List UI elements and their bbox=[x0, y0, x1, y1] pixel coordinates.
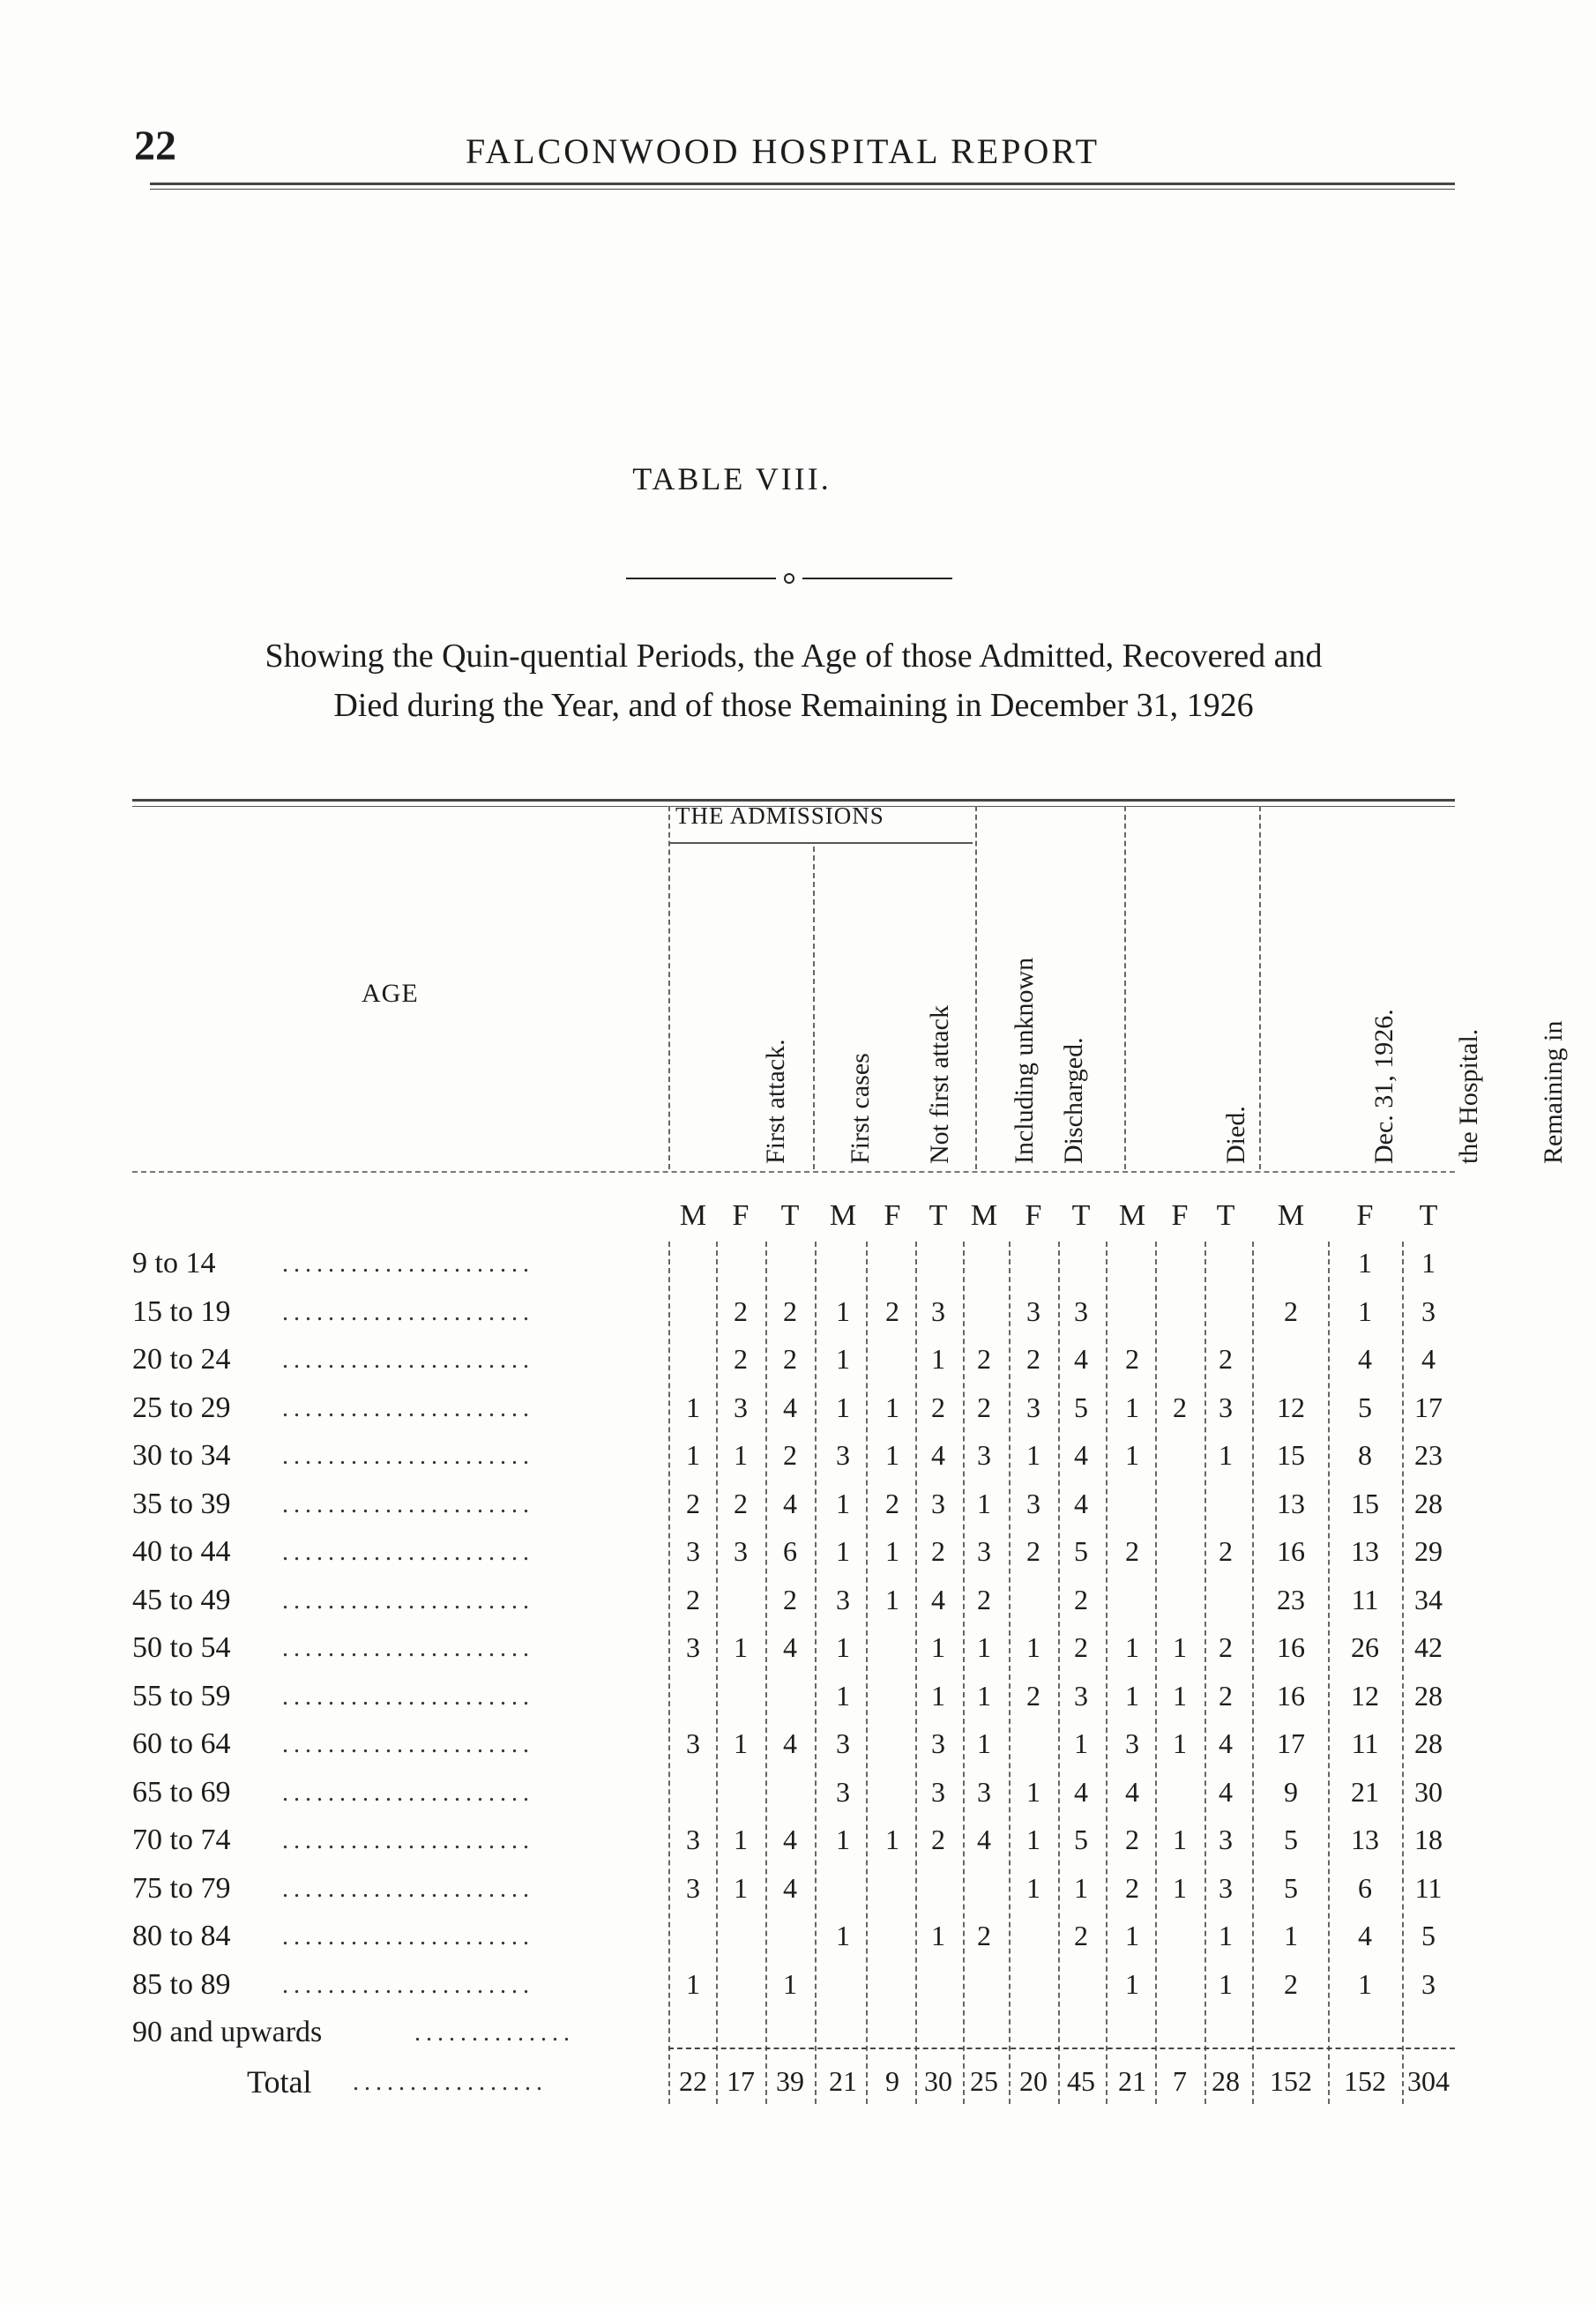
table-cell: 2 bbox=[1026, 1679, 1040, 1712]
table-cell: 1 bbox=[836, 1920, 850, 1951]
age-label: 35 to 39 bbox=[132, 1487, 231, 1520]
age-label: 65 to 69 bbox=[132, 1775, 231, 1809]
table-cell: 1 bbox=[885, 1391, 899, 1423]
total-cell: 39 bbox=[776, 2065, 804, 2097]
table-cell: 8 bbox=[1358, 1439, 1372, 1471]
leader-dots: ...................... bbox=[282, 1250, 534, 1278]
total-cell: 21 bbox=[829, 2065, 857, 2097]
table-cell: 4 bbox=[783, 1391, 797, 1423]
table-cell: 1 bbox=[1358, 1294, 1372, 1327]
table-cell: 11 bbox=[1351, 1583, 1379, 1615]
table-cell: 3 bbox=[1421, 1967, 1436, 2000]
table-cell: 28 bbox=[1414, 1679, 1443, 1712]
table-cell: 3 bbox=[977, 1775, 991, 1808]
table-cell: 3 bbox=[977, 1535, 991, 1567]
leader-dots: .............. bbox=[414, 2019, 575, 2047]
table-cell: 1 bbox=[931, 1343, 945, 1375]
sub-col-header: M bbox=[1277, 1199, 1305, 1232]
leader-dots: ...................... bbox=[282, 1731, 534, 1758]
table-cell: 2 bbox=[1074, 1631, 1088, 1663]
table-cell: 17 bbox=[1277, 1727, 1305, 1759]
table-cell: 13 bbox=[1277, 1487, 1305, 1519]
table-cell: 1 bbox=[734, 1871, 748, 1904]
total-cell: 304 bbox=[1407, 2065, 1450, 2097]
leader-dots: ...................... bbox=[282, 1779, 534, 1807]
leader-dots: ...................... bbox=[282, 1682, 534, 1711]
sub-col-header: M bbox=[679, 1199, 707, 1232]
total-cell: 152 bbox=[1344, 2065, 1386, 2097]
table-cell: 1 bbox=[977, 1679, 991, 1712]
table-cell: 3 bbox=[931, 1487, 945, 1519]
table-cell: 2 bbox=[783, 1583, 797, 1615]
leader-dots: ...................... bbox=[282, 1394, 534, 1422]
table-cell: 11 bbox=[1351, 1727, 1379, 1759]
table-cell: 42 bbox=[1414, 1631, 1443, 1663]
table-cell: 28 bbox=[1414, 1487, 1443, 1519]
table-cell: 3 bbox=[1074, 1679, 1088, 1712]
table-cell: 1 bbox=[734, 1824, 748, 1855]
table-cell: 1 bbox=[686, 1391, 700, 1423]
col-header-died bbox=[1166, 1106, 1279, 1164]
table-cell: 1 bbox=[1026, 1824, 1040, 1855]
table-cell: 1 bbox=[1125, 1679, 1139, 1712]
age-label: 55 to 59 bbox=[132, 1679, 231, 1712]
table-cell: 1 bbox=[1173, 1871, 1187, 1904]
table-cell: 1 bbox=[931, 1631, 945, 1663]
table-cell: 3 bbox=[1026, 1391, 1040, 1423]
table-cell: 2 bbox=[783, 1294, 797, 1327]
leader-dots: ...................... bbox=[282, 1346, 534, 1374]
sub-col-header: T bbox=[929, 1199, 948, 1232]
table-cell: 16 bbox=[1277, 1679, 1305, 1712]
table-cell: 2 bbox=[1219, 1343, 1233, 1375]
table-cell: 4 bbox=[1358, 1920, 1372, 1951]
sub-col-header: T bbox=[1071, 1199, 1091, 1232]
table-cell: 4 bbox=[931, 1439, 945, 1471]
table-cell: 16 bbox=[1277, 1631, 1305, 1663]
col-header-text: First cases bbox=[846, 1053, 875, 1164]
age-label: 50 to 54 bbox=[132, 1631, 231, 1664]
table-cell: 1 bbox=[1125, 1391, 1139, 1423]
caption-line-2: Died during the Year, and of those Remaining in December 31, 1926 bbox=[333, 687, 1254, 724]
table-cell: 2 bbox=[885, 1487, 899, 1519]
table-cell: 3 bbox=[1026, 1487, 1040, 1519]
leader-dots: ................. bbox=[353, 2069, 548, 2096]
table-cell: 3 bbox=[836, 1439, 850, 1471]
table-cell: 3 bbox=[686, 1727, 700, 1759]
table-cell: 1 bbox=[1125, 1920, 1139, 1951]
table-cell: 1 bbox=[734, 1727, 748, 1759]
table-cell: 5 bbox=[1284, 1824, 1298, 1855]
total-separator bbox=[668, 2048, 1455, 2049]
table-cell: 3 bbox=[1074, 1294, 1088, 1327]
table-cell: 1 bbox=[836, 1679, 850, 1712]
leader-dots: ...................... bbox=[282, 1827, 534, 1854]
table-cell: 1 bbox=[885, 1583, 899, 1615]
table-cell: 3 bbox=[686, 1871, 700, 1904]
table-cell: 2 bbox=[734, 1343, 748, 1375]
header-divider bbox=[1124, 806, 1126, 1169]
table-cell: 3 bbox=[977, 1439, 991, 1471]
table-cell: 2 bbox=[686, 1583, 700, 1615]
table-cell: 5 bbox=[1074, 1391, 1088, 1423]
header-rule-thin bbox=[150, 189, 1455, 190]
table-cell: 23 bbox=[1277, 1583, 1305, 1615]
table-cell: 1 bbox=[1026, 1775, 1040, 1808]
table-cell: 1 bbox=[977, 1727, 991, 1759]
table-cell: 4 bbox=[783, 1727, 797, 1759]
col-header-text: Dec. 31, 1926. bbox=[1369, 1009, 1398, 1164]
total-cell: 7 bbox=[1173, 2065, 1187, 2097]
table-cell: 4 bbox=[931, 1583, 945, 1615]
ornament-divider bbox=[626, 570, 961, 587]
table-cell: 26 bbox=[1351, 1631, 1379, 1663]
table-cell: 3 bbox=[1125, 1727, 1139, 1759]
table-cell: 1 bbox=[734, 1631, 748, 1663]
total-cell: 9 bbox=[885, 2065, 899, 2097]
col-header-text: Not first attack bbox=[925, 1005, 954, 1164]
col-header-text: Discharged. bbox=[1059, 1037, 1088, 1164]
leader-dots: ...................... bbox=[282, 1635, 534, 1662]
table-cell: 3 bbox=[836, 1583, 850, 1615]
table-cell: 5 bbox=[1074, 1824, 1088, 1855]
age-label: 60 to 64 bbox=[132, 1727, 231, 1760]
table-cell: 1 bbox=[1125, 1439, 1139, 1471]
table-cell: 2 bbox=[931, 1824, 945, 1855]
table-cell: 13 bbox=[1351, 1535, 1379, 1567]
col-header-text: Died. bbox=[1221, 1106, 1250, 1164]
caption-line-1: Showing the Quin-quential Periods, the Age of those Admitted, Recovered and bbox=[265, 638, 1323, 675]
sub-col-header: M bbox=[970, 1199, 998, 1232]
table-cell: 2 bbox=[977, 1920, 991, 1951]
leader-dots: ...................... bbox=[282, 1923, 534, 1951]
table-cell: 2 bbox=[977, 1343, 991, 1375]
table-cell: 3 bbox=[686, 1631, 700, 1663]
table-cell: 1 bbox=[977, 1631, 991, 1663]
table-cell: 1 bbox=[1284, 1920, 1298, 1951]
total-cell: 17 bbox=[727, 2065, 755, 2097]
table-cell: 1 bbox=[931, 1679, 945, 1712]
table-cell: 1 bbox=[836, 1487, 850, 1519]
table-cell: 4 bbox=[977, 1824, 991, 1855]
table-cell: 2 bbox=[1284, 1967, 1298, 2000]
admissions-underline bbox=[668, 842, 973, 844]
table-cell: 30 bbox=[1414, 1775, 1443, 1808]
table-cell: 2 bbox=[686, 1487, 700, 1519]
table-cell: 4 bbox=[783, 1824, 797, 1855]
col-header-text: Including unknown bbox=[1010, 957, 1039, 1164]
table-cell: 2 bbox=[977, 1391, 991, 1423]
table-title: TABLE VIII. bbox=[632, 461, 832, 496]
age-label: 70 to 74 bbox=[132, 1824, 231, 1856]
table-top-rule bbox=[132, 799, 1455, 802]
table-cell: 9 bbox=[1284, 1775, 1298, 1808]
table-cell: 2 bbox=[1026, 1343, 1040, 1375]
table-cell: 18 bbox=[1414, 1824, 1443, 1855]
total-cell: 20 bbox=[1019, 2065, 1048, 2097]
table-cell: 4 bbox=[1074, 1775, 1088, 1808]
table-cell: 1 bbox=[1074, 1727, 1088, 1759]
age-header: AGE bbox=[362, 979, 419, 1008]
sub-col-header: T bbox=[780, 1199, 800, 1232]
age-label: 15 to 19 bbox=[132, 1294, 231, 1328]
table-cell: 3 bbox=[931, 1775, 945, 1808]
table-cell: 12 bbox=[1277, 1391, 1305, 1423]
table-cell: 1 bbox=[977, 1487, 991, 1519]
table-cell: 1 bbox=[1026, 1871, 1040, 1904]
table-cell: 2 bbox=[1219, 1535, 1233, 1567]
age-label: 25 to 29 bbox=[132, 1391, 231, 1424]
table-cell: 3 bbox=[734, 1391, 748, 1423]
table-cell: 2 bbox=[1074, 1583, 1088, 1615]
table-cell: 2 bbox=[734, 1294, 748, 1327]
table-cell: 4 bbox=[783, 1631, 797, 1663]
running-head: FALCONWOOD HOSPITAL REPORT bbox=[466, 131, 1100, 171]
leader-dots: ...................... bbox=[282, 1298, 534, 1326]
table-cell: 3 bbox=[1421, 1294, 1436, 1327]
table-cell: 1 bbox=[836, 1824, 850, 1855]
age-label: 20 to 24 bbox=[132, 1343, 231, 1376]
age-label: 80 to 84 bbox=[132, 1920, 231, 1952]
table-cell: 1 bbox=[1173, 1824, 1187, 1855]
table-cell: 13 bbox=[1351, 1824, 1379, 1855]
table-cell: 11 bbox=[1414, 1871, 1443, 1904]
table-cell: 16 bbox=[1277, 1535, 1305, 1567]
total-cell: 21 bbox=[1118, 2065, 1146, 2097]
table-cell: 3 bbox=[931, 1727, 945, 1759]
table-cell: 1 bbox=[1173, 1631, 1187, 1663]
leader-dots: ...................... bbox=[282, 1971, 534, 1999]
leader-dots: ...................... bbox=[282, 1490, 534, 1518]
table-cell: 2 bbox=[1074, 1920, 1088, 1951]
table-cell: 2 bbox=[1219, 1631, 1233, 1663]
page-number: 22 bbox=[134, 123, 176, 169]
total-cell: 25 bbox=[970, 2065, 998, 2097]
table-cell: 6 bbox=[783, 1535, 797, 1567]
total-label: Total bbox=[247, 2064, 312, 2100]
table-cell: 3 bbox=[686, 1535, 700, 1567]
admissions-group-header: THE ADMISSIONS bbox=[675, 802, 884, 829]
leader-dots: ...................... bbox=[282, 1586, 534, 1615]
table-cell: 2 bbox=[885, 1294, 899, 1327]
table-cell: 5 bbox=[1358, 1391, 1372, 1423]
age-label: 85 to 89 bbox=[132, 1967, 231, 2001]
total-cell: 28 bbox=[1212, 2065, 1240, 2097]
col-header-text: Remaining in bbox=[1539, 1020, 1568, 1164]
table-cell: 21 bbox=[1351, 1775, 1379, 1808]
age-label: 40 to 44 bbox=[132, 1535, 231, 1568]
table-cell: 4 bbox=[1125, 1775, 1139, 1808]
table-cell: 3 bbox=[1026, 1294, 1040, 1327]
table-cell: 15 bbox=[1277, 1439, 1305, 1471]
table-cell: 5 bbox=[1421, 1920, 1436, 1951]
table-cell: 3 bbox=[686, 1824, 700, 1855]
col-header-text: First attack. bbox=[761, 1039, 790, 1164]
leader-dots: ...................... bbox=[282, 1875, 534, 1903]
header-rule bbox=[150, 183, 1455, 185]
sub-col-header: T bbox=[1419, 1199, 1438, 1232]
table-cell: 2 bbox=[783, 1439, 797, 1471]
sub-col-header: T bbox=[1216, 1199, 1235, 1232]
age-label: 30 to 34 bbox=[132, 1439, 231, 1472]
table-cell: 29 bbox=[1414, 1535, 1443, 1567]
table-cell: 1 bbox=[836, 1294, 850, 1327]
sub-col-header: M bbox=[1118, 1199, 1146, 1232]
table-cell: 4 bbox=[783, 1487, 797, 1519]
total-cell: 22 bbox=[679, 2065, 707, 2097]
table-cell: 4 bbox=[783, 1871, 797, 1904]
table-cell: 15 bbox=[1351, 1487, 1379, 1519]
table-cell: 3 bbox=[1219, 1824, 1233, 1855]
table-cell: 1 bbox=[686, 1967, 700, 2000]
col-header-text: the Hospital. bbox=[1454, 1028, 1483, 1164]
table-cell: 17 bbox=[1414, 1391, 1443, 1423]
column-divider bbox=[1328, 1242, 1330, 2104]
sub-col-header: M bbox=[829, 1199, 857, 1232]
table-cell: 2 bbox=[1173, 1391, 1187, 1423]
table-cell: 1 bbox=[836, 1343, 850, 1375]
table-cell: 28 bbox=[1414, 1727, 1443, 1759]
age-label: 90 and upwards bbox=[132, 2016, 323, 2048]
total-cell: 30 bbox=[924, 2065, 952, 2097]
col-header-remaining bbox=[1314, 1009, 1596, 1164]
table-cell: 1 bbox=[1173, 1679, 1187, 1712]
table-cell: 2 bbox=[1125, 1824, 1139, 1855]
leader-dots: ...................... bbox=[282, 1443, 534, 1470]
table-cell: 3 bbox=[836, 1727, 850, 1759]
table-cell: 4 bbox=[1074, 1439, 1088, 1471]
age-label: 9 to 14 bbox=[132, 1247, 216, 1279]
table-cell: 1 bbox=[836, 1631, 850, 1663]
table-cell: 2 bbox=[931, 1391, 945, 1423]
total-cell: 152 bbox=[1270, 2065, 1312, 2097]
table-cell: 3 bbox=[734, 1535, 748, 1567]
table-cell: 1 bbox=[783, 1967, 797, 2000]
table-cell: 3 bbox=[1219, 1391, 1233, 1423]
sub-col-header: F bbox=[732, 1199, 750, 1232]
age-label: 45 to 49 bbox=[132, 1583, 231, 1616]
table-cell: 4 bbox=[1358, 1343, 1372, 1375]
table-caption bbox=[132, 631, 1455, 730]
table-cell: 1 bbox=[885, 1439, 899, 1471]
table-cell: 1 bbox=[1219, 1439, 1233, 1471]
table-cell: 1 bbox=[1026, 1439, 1040, 1471]
table-cell: 1 bbox=[836, 1535, 850, 1567]
table-cell: 23 bbox=[1414, 1439, 1443, 1471]
table-cell: 1 bbox=[734, 1439, 748, 1471]
table-cell: 1 bbox=[686, 1439, 700, 1471]
table-cell: 2 bbox=[1026, 1535, 1040, 1567]
table-cell: 1 bbox=[1026, 1631, 1040, 1663]
table-cell: 2 bbox=[1125, 1535, 1139, 1567]
column-divider bbox=[1252, 1242, 1254, 2104]
table-cell: 2 bbox=[1219, 1679, 1233, 1712]
table-cell: 3 bbox=[1219, 1871, 1233, 1904]
header-divider bbox=[668, 806, 670, 1169]
table-cell: 1 bbox=[1358, 1967, 1372, 2000]
table-cell: 1 bbox=[1219, 1920, 1233, 1951]
sub-col-header: F bbox=[884, 1199, 901, 1232]
table-cell: 1 bbox=[1074, 1871, 1088, 1904]
table-cell: 6 bbox=[1358, 1871, 1372, 1904]
table-cell: 1 bbox=[1173, 1727, 1187, 1759]
header-bottom-rule bbox=[132, 1171, 1455, 1173]
table-cell: 1 bbox=[931, 1920, 945, 1951]
table-cell: 4 bbox=[1074, 1343, 1088, 1375]
table-cell: 5 bbox=[1074, 1535, 1088, 1567]
table-cell: 2 bbox=[1125, 1343, 1139, 1375]
sub-col-header: F bbox=[1356, 1199, 1374, 1232]
table-cell: 34 bbox=[1414, 1583, 1443, 1615]
table-cell: 4 bbox=[1219, 1727, 1233, 1759]
table-cell: 1 bbox=[1421, 1247, 1436, 1279]
age-label: 75 to 79 bbox=[132, 1871, 231, 1905]
table-cell: 1 bbox=[1125, 1967, 1139, 2000]
table-cell: 2 bbox=[977, 1583, 991, 1615]
table-cell: 1 bbox=[885, 1535, 899, 1567]
leader-dots: ...................... bbox=[282, 1539, 534, 1566]
table-cell: 2 bbox=[783, 1343, 797, 1375]
table-cell: 2 bbox=[1125, 1871, 1139, 1904]
table-cell: 2 bbox=[1284, 1294, 1298, 1327]
table-cell: 12 bbox=[1351, 1679, 1379, 1712]
col-header-discharged bbox=[1003, 1037, 1116, 1164]
table-cell: 4 bbox=[1421, 1343, 1436, 1375]
table-cell: 1 bbox=[1125, 1631, 1139, 1663]
table-cell: 5 bbox=[1284, 1871, 1298, 1904]
table-cell: 1 bbox=[885, 1824, 899, 1855]
table-cell: 4 bbox=[1074, 1487, 1088, 1519]
table-cell: 1 bbox=[1358, 1247, 1372, 1279]
table-cell: 1 bbox=[1219, 1967, 1233, 2000]
table-cell: 2 bbox=[734, 1487, 748, 1519]
sub-col-header: F bbox=[1171, 1199, 1189, 1232]
table-cell: 3 bbox=[836, 1775, 850, 1808]
table-cell: 3 bbox=[931, 1294, 945, 1327]
sub-col-header: F bbox=[1025, 1199, 1042, 1232]
table-cell: 2 bbox=[931, 1535, 945, 1567]
table-cell: 1 bbox=[836, 1391, 850, 1423]
total-cell: 45 bbox=[1067, 2065, 1095, 2097]
table-cell: 4 bbox=[1219, 1775, 1233, 1808]
